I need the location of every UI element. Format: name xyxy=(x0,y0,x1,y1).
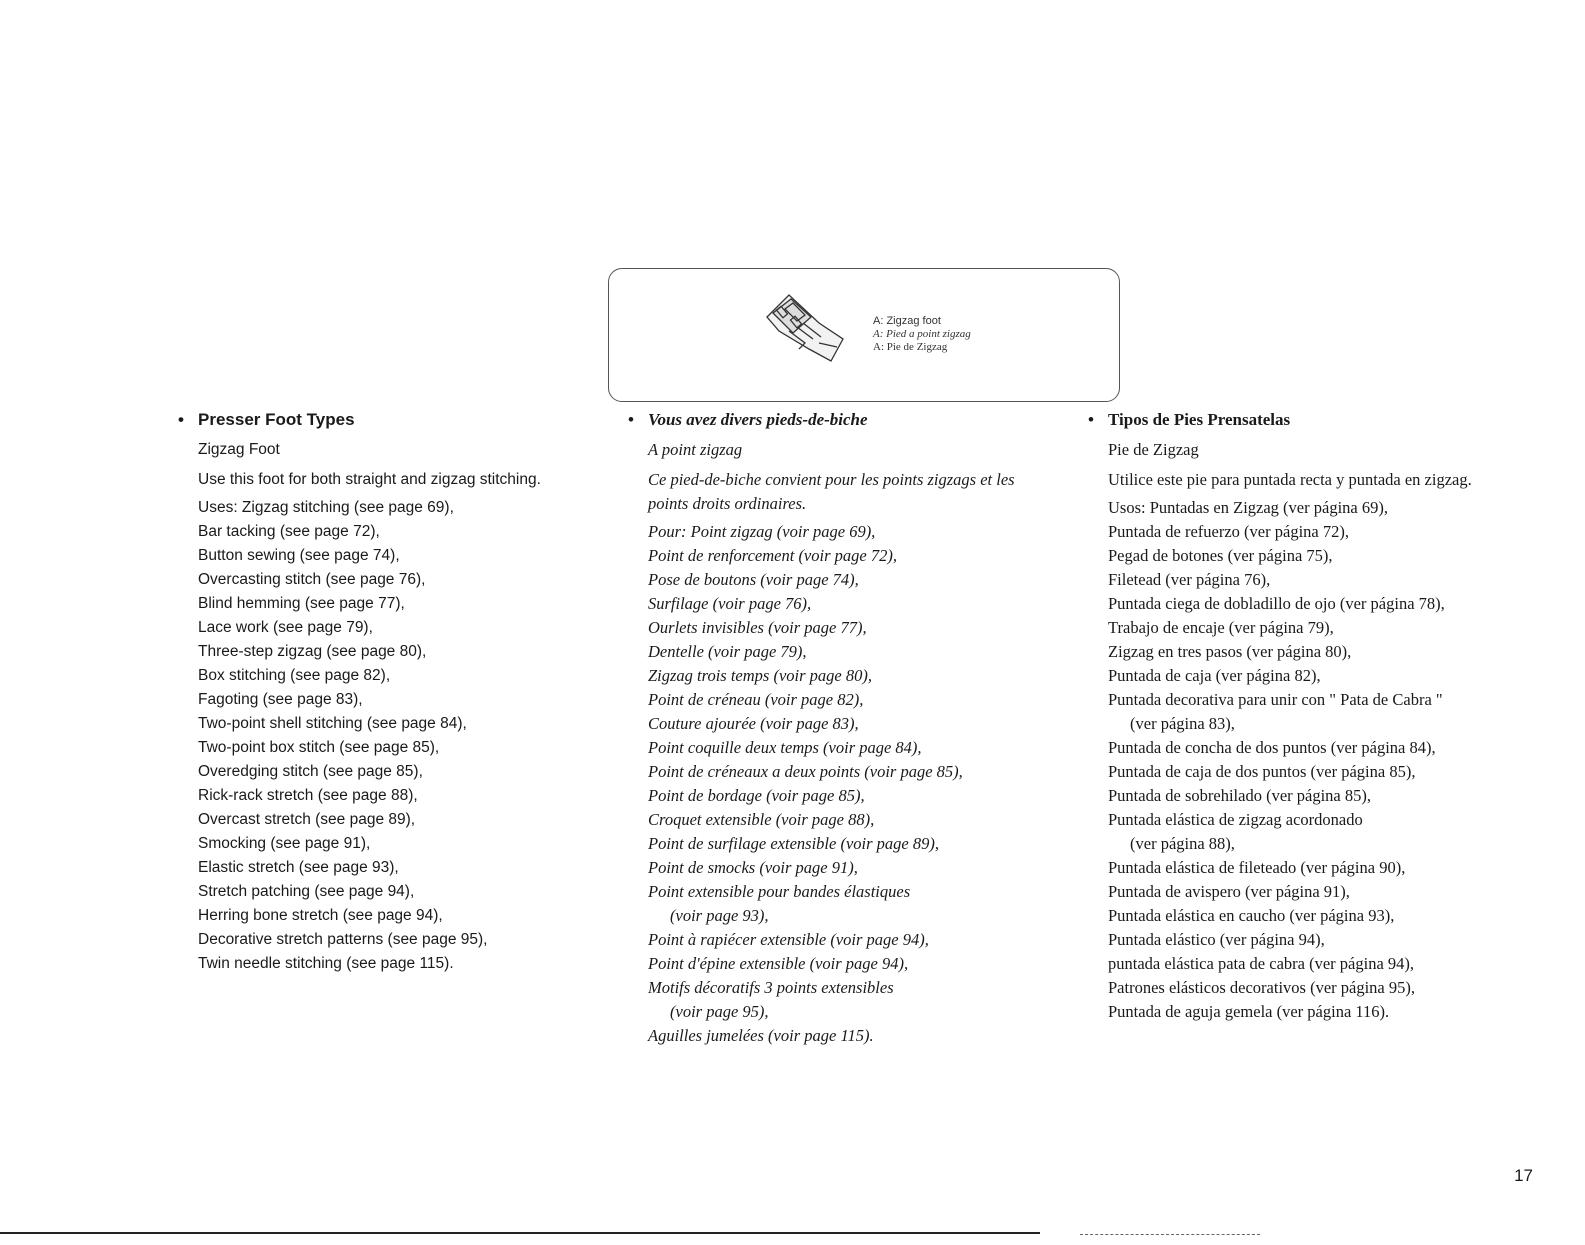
list-item: Smocking (see page 91), xyxy=(198,835,371,852)
list-item-continuation: (ver página 83), xyxy=(1130,714,1235,733)
list-item: Stretch patching (see page 94), xyxy=(198,883,415,900)
heading-en xyxy=(178,408,598,432)
list-item: Pour: Point zigzag (voir page 69), xyxy=(648,522,876,541)
list-item: Point de smocks (voir page 91), xyxy=(648,858,858,877)
figure-box xyxy=(608,268,1120,402)
list-item: Puntada de concha de dos puntos (ver página 84), xyxy=(1108,738,1436,757)
description-en: Use this foot for both straight and zigzag stitching. xyxy=(198,471,541,488)
list-item: puntada elástica pata de cabra (ver página 94), xyxy=(1108,954,1415,973)
spanish-column xyxy=(1088,408,1548,1024)
page-number: 17 xyxy=(1514,1166,1533,1185)
heading-text: Tipos de Pies Prensatelas xyxy=(1108,410,1291,429)
list-item: Decorative stretch patterns (see page 95), xyxy=(198,931,488,948)
list-item: Elastic stretch (see page 93), xyxy=(198,859,399,876)
uses-list-es xyxy=(1108,496,1548,1024)
list-item: Overcast stretch (see page 89), xyxy=(198,811,416,828)
list-item: Uses: Zigzag stitching (see page 69), xyxy=(198,499,454,516)
list-item: Point de surfilage extensible (voir page 89), xyxy=(648,834,939,853)
list-item: Puntada elástica de fileteado (ver página 90), xyxy=(1108,858,1406,877)
bullet-icon: • xyxy=(628,410,634,429)
list-item: Herring bone stretch (see page 94), xyxy=(198,907,443,924)
heading-text: Presser Foot Types xyxy=(198,410,355,429)
subheading-es: Pie de Zigzag xyxy=(1108,440,1199,459)
list-item: Blind hemming (see page 77), xyxy=(198,595,405,612)
caption-es: A: Pie de Zigzag xyxy=(873,341,948,353)
list-item: Box stitching (see page 82), xyxy=(198,667,391,684)
list-item: Couture ajourée (voir page 83), xyxy=(648,714,859,733)
caption-en: A: Zigzag foot xyxy=(873,315,941,327)
heading-es xyxy=(1088,408,1548,432)
list-item: Three-step zigzag (see page 80), xyxy=(198,643,427,660)
list-item: Zigzag trois temps (voir page 80), xyxy=(648,666,872,685)
description-fr: Ce pied-de-biche convient pour les points zigzags et les points droits ordinaires. xyxy=(648,470,1015,513)
list-item: Motifs décoratifs 3 points extensibles xyxy=(648,978,894,997)
list-item: Zigzag en tres pasos (ver página 80), xyxy=(1108,642,1352,661)
list-item: Patrones elásticos decorativos (ver página 95), xyxy=(1108,978,1415,997)
list-item: Fagoting (see page 83), xyxy=(198,691,363,708)
bullet-icon: • xyxy=(1088,410,1094,429)
list-item: Pegad de botones (ver página 75), xyxy=(1108,546,1333,565)
list-item: Puntada decorativa para unir con " Pata de Cabra " xyxy=(1108,690,1443,709)
list-item: Aguilles jumelées (voir page 115). xyxy=(648,1026,874,1045)
list-item: Puntada elástica de zigzag acordonado xyxy=(1108,810,1363,829)
list-item: Overedging stitch (see page 85), xyxy=(198,763,423,780)
list-item: Surfilage (voir page 76), xyxy=(648,594,812,613)
list-item-continuation: (ver página 88), xyxy=(1130,834,1235,853)
heading-fr xyxy=(628,408,1078,432)
list-item-continuation: (voir page 93), xyxy=(670,906,769,925)
list-item: Puntada ciega de dobladillo de ojo (ver página 78), xyxy=(1108,594,1445,613)
list-item: Button sewing (see page 74), xyxy=(198,547,400,564)
list-item: Overcasting stitch (see page 76), xyxy=(198,571,426,588)
list-item: Filetead (ver página 76), xyxy=(1108,570,1271,589)
subheading-en: Zigzag Foot xyxy=(198,441,280,458)
list-item: Ourlets invisibles (voir page 77), xyxy=(648,618,867,637)
list-item: Puntada de refuerzo (ver página 72), xyxy=(1108,522,1349,541)
figure-caption xyxy=(873,315,971,354)
list-item: Puntada de sobrehilado (ver página 85), xyxy=(1108,786,1372,805)
uses-list-fr xyxy=(648,520,1078,1048)
bullet-icon: • xyxy=(178,410,184,429)
list-item: Point à rapiécer extensible (voir page 94), xyxy=(648,930,929,949)
list-item: Point d'épine extensible (voir page 94), xyxy=(648,954,909,973)
list-item: Two-point shell stitching (see page 84), xyxy=(198,715,467,732)
list-item: Puntada de avispero (ver página 91), xyxy=(1108,882,1350,901)
list-item: Point de créneaux a deux points (voir page 85), xyxy=(648,762,963,781)
bottom-rule-dash xyxy=(1080,1234,1260,1236)
list-item: Point extensible pour bandes élastiques xyxy=(648,882,911,901)
list-item: Puntada elástica en caucho (ver página 93), xyxy=(1108,906,1395,925)
list-item: Twin needle stitching (see page 115). xyxy=(198,955,454,972)
subheading-fr: A point zigzag xyxy=(648,440,743,459)
list-item: Dentelle (voir page 79), xyxy=(648,642,807,661)
caption-fr: A: Pied a point zigzag xyxy=(873,328,971,340)
list-item: Pose de boutons (voir page 74), xyxy=(648,570,859,589)
french-column xyxy=(628,408,1078,1048)
list-item: Point de renforcement (voir page 72), xyxy=(648,546,897,565)
list-item: Point de créneau (voir page 82), xyxy=(648,690,864,709)
list-item: Puntada de aguja gemela (ver página 116). xyxy=(1108,1002,1390,1021)
list-item: Puntada de caja de dos puntos (ver página 85), xyxy=(1108,762,1416,781)
list-item: Croquet extensible (voir page 88), xyxy=(648,810,875,829)
list-item: Rick-rack stretch (see page 88), xyxy=(198,787,418,804)
list-item: Two-point box stitch (see page 85), xyxy=(198,739,440,756)
list-item: Lace work (see page 79), xyxy=(198,619,373,636)
uses-list-en xyxy=(198,496,598,976)
list-item-continuation: (voir page 95), xyxy=(670,1002,769,1021)
list-item: Usos: Puntadas en Zigzag (ver página 69), xyxy=(1108,498,1388,517)
heading-text: Vous avez divers pieds-de-biche xyxy=(648,410,868,429)
list-item: Point coquille deux temps (voir page 84), xyxy=(648,738,922,757)
list-item: Puntada elástico (ver página 94), xyxy=(1108,930,1325,949)
list-item: Trabajo de encaje (ver página 79), xyxy=(1108,618,1334,637)
list-item: Bar tacking (see page 72), xyxy=(198,523,380,540)
description-es: Utilice este pie para puntada recta y puntada en zigzag. xyxy=(1108,470,1472,489)
list-item: Point de bordage (voir page 85), xyxy=(648,786,865,805)
list-item: Puntada de caja (ver página 82), xyxy=(1108,666,1321,685)
english-column xyxy=(178,408,598,976)
zigzag-presser-foot-icon xyxy=(759,287,849,367)
